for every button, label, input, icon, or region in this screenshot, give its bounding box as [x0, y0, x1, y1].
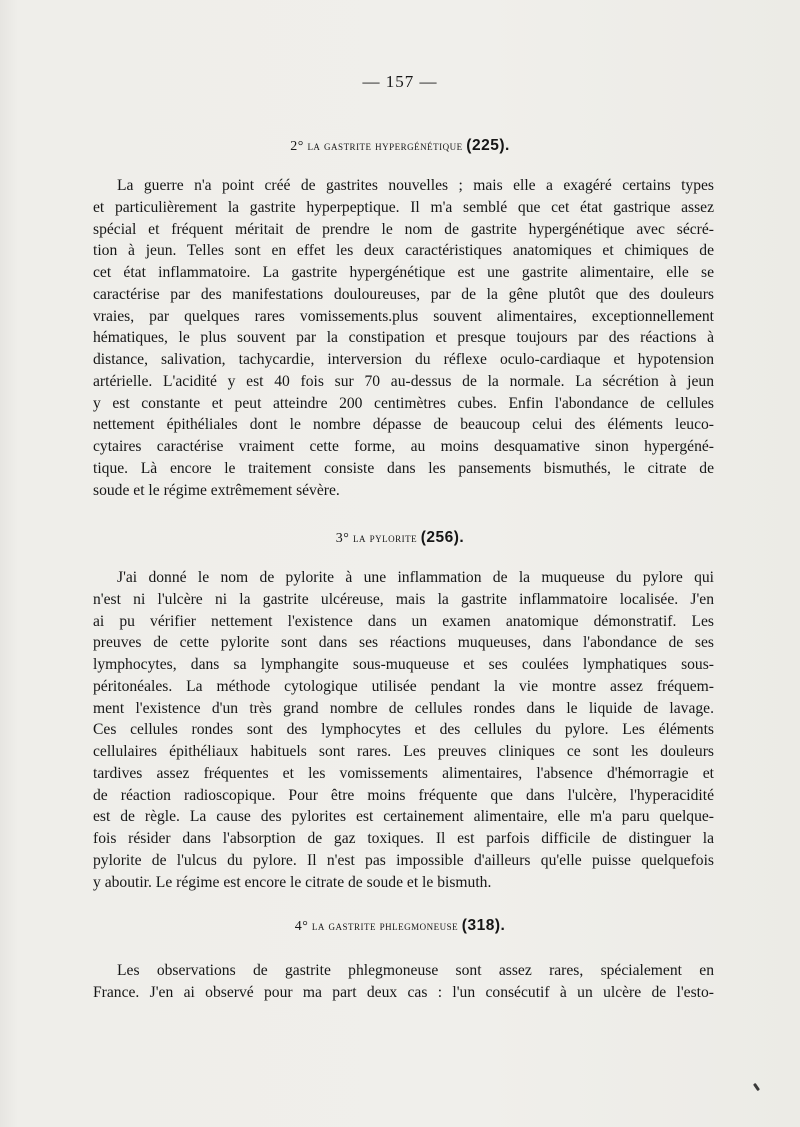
text-line: cet état inflammatoire. La gastrite hypergénétique est une gastrite alimentaire, elle se	[93, 264, 714, 281]
section-heading	[0, 917, 800, 935]
section-number: 2°	[290, 139, 304, 154]
text-line: J'ai donné le nom de pylorite à une inflammation de la muqueuse du pylore qui	[117, 569, 714, 586]
section-title: la gastrite phlegmoneuse	[311, 919, 459, 933]
text-line: artérielle. L'acidité y est 40 fois sur 70 au-dessus de la normale. La sécrétion à jeun	[93, 372, 714, 390]
text-line: ai pu vérifier nettement l'existence dans un examen anatomique démonstratif. Les	[93, 612, 714, 630]
section-reference: (225).	[466, 137, 510, 154]
text-line: vraies, par quelques rares vomissements.plus souvent alimentaires, exceptionnellement	[93, 307, 714, 325]
text-line: est de règle. La cause des pylorites est certainement alimentaire, elle m'a paru quelque-	[93, 808, 714, 826]
text-line: et particulièrement la gastrite hyperpeptique. Il m'a semblé que cet état gastrique assez	[93, 198, 714, 216]
text-line: tique. Là encore le traitement consiste dans les pansements bismuthés, le citrate de	[93, 459, 714, 477]
text-line: pylorite de l'ulcus du pylore. Il n'est pas impossible d'ailleurs qu'elle puisse quelquefois	[93, 851, 714, 869]
text-line: cellulaires épithéliaux habituels sont rares. Les preuves cliniques ce sont les douleurs	[93, 743, 714, 760]
text-line: preuves de cette pylorite sont dans ses réactions muqueuses, dans l'abondance de ses	[93, 634, 714, 652]
text-line: France. J'en ai observé pour ma part deux cas : l'un consécutif à un ulcère de l'esto-	[93, 983, 714, 1001]
text-line: distance, salivation, tachycardie, interversion du réflexe oculo-cardiaque et hypotension	[93, 351, 714, 368]
text-line: spécial et fréquent méritait de prendre le nom de gastrite hypergénétique avec sécré-	[93, 220, 714, 238]
page-number: — 157 —	[362, 72, 438, 91]
section-reference: (256).	[420, 529, 465, 546]
text-line: de réaction radioscopique. Pour être moins fréquente que dans l'ulcère, l'hyperacidité	[93, 786, 714, 804]
text-line: n'est ni l'ulcère ni la gastrite ulcéreuse, mais la gastrite inflammatoire localisée. J'en	[93, 590, 714, 608]
text-line: soude et le régime extrêmement sévère.	[93, 481, 340, 499]
text-line: nettement épithéliales dont le nombre dépasse de beaucoup celui des éléments leuco-	[93, 416, 714, 434]
text-line: tardives assez fréquentes et les vomissements alimentaires, l'absence d'hémorragie et	[93, 764, 714, 782]
section-title: la pylorite	[352, 531, 418, 545]
paragraph	[93, 567, 714, 893]
section-number: 3°	[335, 531, 350, 546]
section-heading	[0, 529, 800, 547]
text-line: tion à jeun. Telles sont en effet les deux caractéristiques anatomiques et chimiques de	[93, 242, 714, 260]
paragraph	[93, 960, 714, 1004]
text-line: cytaires caractérise vraiment cette forme, au moins desquamative sinon hypergéné-	[93, 438, 714, 455]
text-line: caractérise par des manifestations douloureuses, par de la gêne plutôt que des douleurs	[93, 285, 714, 303]
section-heading	[0, 137, 800, 155]
text-line: hématiques, le plus souvent par la constipation et presque toujours par des réactions à	[93, 329, 714, 347]
text-line: La guerre n'a point créé de gastrites nouvelles ; mais elle a exagéré certains types	[117, 177, 714, 194]
text-line: fois résider dans l'absorption de gaz toxiques. Il est parfois difficile de distinguer la	[93, 830, 714, 847]
section-reference: (318).	[461, 917, 506, 934]
section-number: 4°	[294, 919, 309, 934]
text-line: y aboutir. Le régime est encore le citrate de soude et le bismuth.	[93, 873, 492, 891]
text-line: péritonéales. La méthode cytologique utilisée pendant la vie montre assez fréquem-	[93, 677, 714, 695]
scan-speck	[753, 1083, 760, 1091]
section-title: la gastrite hypergénétique	[307, 139, 463, 153]
paragraph	[93, 175, 714, 501]
text-line: Ces cellules rondes sont des lymphocytes et des cellules du pylore. Les éléments	[93, 721, 714, 739]
text-line: ment l'existence d'un très grand nombre de cellules rondes dans le liquide de lavage.	[93, 699, 714, 717]
text-line: Les observations de gastrite phlegmoneuse sont assez rares, spécialement en	[117, 962, 714, 979]
text-line: lymphocytes, dans sa lymphangite sous-muqueuse et ses coulées lymphatiques sous-	[93, 656, 714, 673]
text-line: y est constante et peut atteindre 200 centimètres cubes. Enfin l'abondance de cellules	[93, 394, 714, 412]
